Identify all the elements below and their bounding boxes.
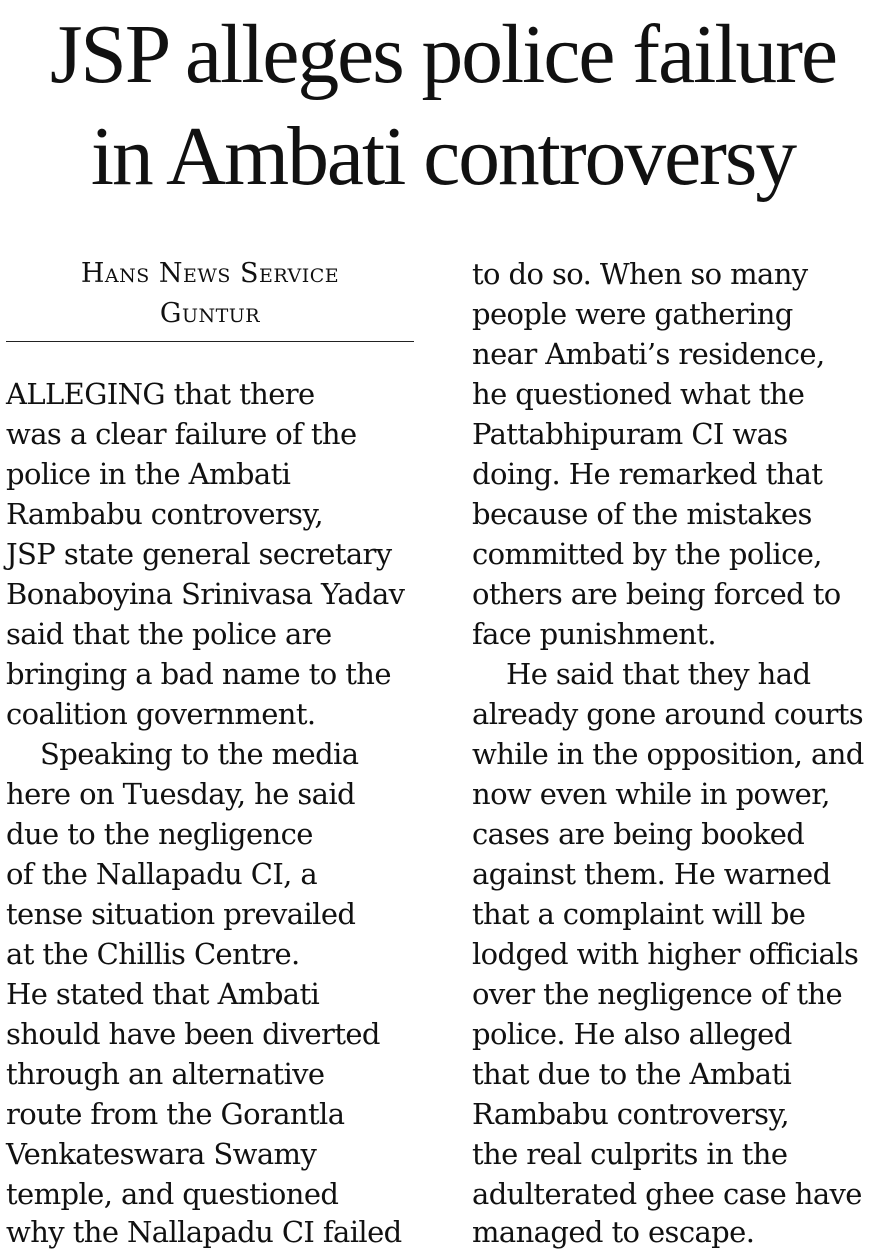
article-line: that a complaint will be: [472, 897, 806, 931]
byline-divider: [6, 341, 414, 342]
article-line: doing. He remarked that: [472, 457, 823, 491]
article-line: due to the negligence: [6, 817, 313, 851]
article-line: coalition government.: [6, 697, 316, 731]
article-line: he questioned what the: [472, 377, 805, 411]
article-line: police. He also alleged: [472, 1017, 792, 1051]
article-line: should have been diverted: [6, 1017, 380, 1051]
article-line: managed to escape.: [472, 1215, 755, 1249]
headline-line-1: JSP alleges police failure: [49, 8, 837, 101]
article-line: ALLEGING that there: [6, 377, 315, 411]
article-line: while in the opposition, and: [472, 737, 864, 771]
article-line: committed by the police,: [472, 537, 822, 571]
article-line: face punishment.: [472, 617, 717, 651]
article-line: Pattabhipuram CI was: [472, 417, 788, 451]
article-line: He said that they had: [506, 657, 811, 691]
byline-location: Guntur: [159, 298, 261, 329]
article-line: Rambabu controversy,: [6, 497, 323, 531]
article-line: against them. He warned: [472, 857, 831, 891]
article-line: why the Nallapadu CI failed: [6, 1215, 402, 1249]
article-line: Venkateswara Swamy: [6, 1137, 317, 1171]
article-line: that due to the Ambati: [472, 1057, 792, 1091]
article-line: adulterated ghee case have: [472, 1177, 862, 1211]
headline: [0, 4, 886, 208]
article-line: He stated that Ambati: [6, 977, 320, 1011]
article-line: lodged with higher officials: [472, 937, 859, 971]
article-line: route from the Gorantla: [6, 1097, 345, 1131]
article-line: already gone around courts: [472, 697, 864, 731]
article-line: at the Chillis Centre.: [6, 937, 300, 971]
article-line: was a clear failure of the: [6, 417, 357, 451]
article-line: cases are being booked: [472, 817, 805, 851]
article-line: because of the mistakes: [472, 497, 812, 531]
article-line: the real culprits in the: [472, 1137, 788, 1171]
article-line: tense situation prevailed: [6, 897, 356, 931]
article-line: Rambabu controversy,: [472, 1097, 789, 1131]
article-line: to do so. When so many: [472, 257, 808, 291]
article-line: over the negligence of the: [472, 977, 843, 1011]
article-line: police in the Ambati: [6, 457, 291, 491]
article-line: people were gathering: [472, 297, 793, 331]
headline-line-2: in Ambati controversy: [90, 110, 796, 203]
article-line: others are being forced to: [472, 577, 841, 611]
article-line: Speaking to the media: [40, 737, 359, 771]
article-line: now even while in power,: [472, 777, 830, 811]
article-line: near Ambati’s residence,: [472, 337, 825, 371]
article-line: said that the police are: [6, 617, 332, 651]
article-line: through an alternative: [6, 1057, 325, 1091]
article-line: temple, and questioned: [6, 1177, 339, 1211]
article-line: Bonaboyina Srinivasa Yadav: [6, 577, 405, 611]
article-line: JSP state general secretary: [6, 537, 392, 571]
byline-agency: Hans News Service: [80, 258, 340, 289]
article-line: bringing a bad name to the: [6, 657, 391, 691]
article-line: of the Nallapadu CI, a: [6, 857, 318, 891]
article-line: here on Tuesday, he said: [6, 777, 355, 811]
